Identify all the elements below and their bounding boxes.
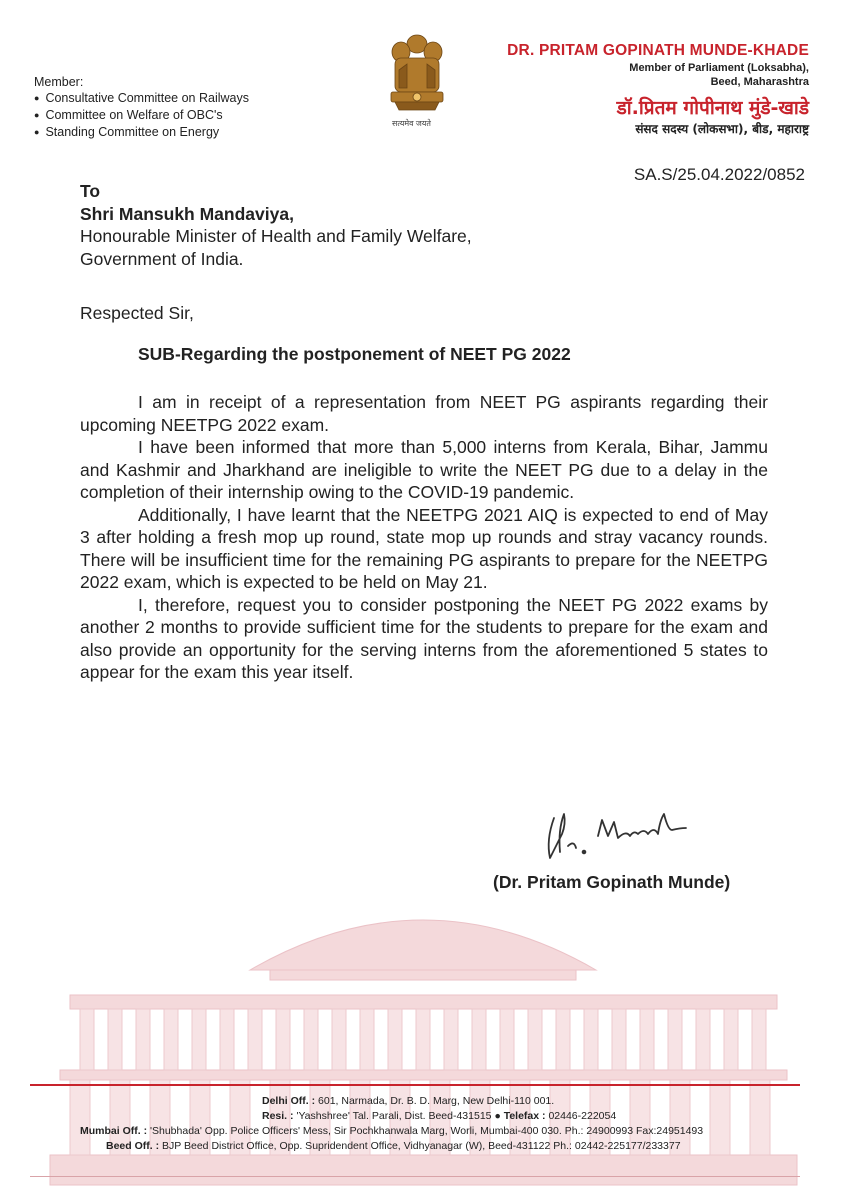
footer-value: 'Yashshree' Tal. Parali, Dist. Beed-431515 (296, 1110, 492, 1122)
footer-mumbai (80, 1124, 847, 1139)
footer-divider (30, 1084, 800, 1086)
body-paragraph: Additionally, I have learnt that the NEETPG 2021 AIQ is expected to end of May 3 after holding a fresh mop up round, state mop up rounds and stray vacancy rounds. There will be insufficient time for the remaining PG aspirants to prepare for the NEETPG 2022 exam, which is expected to be held on May 21. (80, 504, 768, 592)
addressee-block (80, 180, 768, 270)
body-paragraph: I have been informed that more than 5,000 interns from Kerala, Bihar, Jammu and Kashmir and Jharkhand are ineligible to write the NEET PG due to a delay in the completion of their internship owing to the COVID-19 pandemic. (80, 437, 768, 502)
letterhead-designation-english (629, 61, 809, 89)
body-paragraph: I am in receipt of a representation from NEET PG aspirants regarding their upcoming NEETPG 2022 exam. (80, 392, 768, 435)
letterhead-name-hindi: डॉ.प्रितम गोपीनाथ मुंडे-खाडे (616, 97, 809, 119)
handwritten-signature (540, 800, 720, 870)
footer-beed (106, 1139, 847, 1154)
footer-label: Beed Off. : (106, 1140, 160, 1152)
reference-number: SA.S/25.04.2022/0852 (633, 165, 805, 184)
addressee-org: Government of India. (80, 248, 244, 269)
footer-value: BJP Beed District Office, Opp. Supridendent Office, Vidhyanagar (W), Beed-431122 Ph.: 02442-225177/233377 (162, 1140, 681, 1152)
committee-membership (34, 74, 249, 141)
emblem-motto: सत्यमेव जयते (392, 119, 431, 128)
footer-label: Telefax : (503, 1110, 546, 1122)
committee-item: ● Consultative Committee on Railways (34, 90, 249, 107)
bullet-separator: ● (494, 1110, 501, 1122)
body-paragraph: I, therefore, request you to consider postponing the NEET PG 2022 exams by another 2 months to provide sufficient time for the students to prepare for the exam and also provide an opportunity for the serving interns from the aforementioned 5 states to appear for the exam this year itself. (80, 594, 768, 682)
letter-body (80, 391, 768, 684)
footer-value: 02446-222054 (548, 1110, 617, 1122)
designation-line: Beed, Maharashtra (710, 76, 809, 88)
addressee-title: Honourable Minister of Health and Family Welfare, (80, 226, 472, 246)
footer-label: Delhi Off. : (262, 1095, 316, 1107)
member-label: Member: (34, 75, 84, 89)
letterhead-designation-hindi: संसद सदस्य (लोकसभा), बीड, महाराष्ट्र (635, 122, 809, 136)
letterhead-name-english: DR. PRITAM GOPINATH MUNDE-KHADE (507, 42, 809, 59)
footer-residence (262, 1109, 847, 1124)
footer-label: Mumbai Off. : (80, 1125, 148, 1137)
committee-item: ● Committee on Welfare of OBC's (34, 107, 249, 124)
addressee-name: Shri Mansukh Mandaviya, (80, 203, 294, 224)
footer-delhi (262, 1094, 847, 1109)
footer-bottom-divider (30, 1176, 800, 1177)
salutation: Respected Sir, (80, 303, 194, 323)
signatory-name: (Dr. Pritam Gopinath Munde) (493, 872, 731, 892)
designation-line: Member of Parliament (Loksabha), (629, 62, 809, 74)
footer-addresses (0, 1094, 847, 1154)
subject-line: SUB-Regarding the postponement of NEET PG 2022 (138, 344, 571, 364)
committee-item: ● Standing Committee on Energy (34, 124, 249, 141)
footer-value: 601, Narmada, Dr. B. D. Marg, New Delhi-110 001. (318, 1095, 555, 1107)
footer-label: Resi. : (262, 1110, 294, 1122)
footer-value: 'Shubhada' Opp. Police Officers' Mess, Sir Pochkhanwala Marg, Worli, Mumbai-400 030. Ph.: 24900993 Fax:24951493 (150, 1125, 704, 1137)
to-label: To (80, 181, 101, 201)
